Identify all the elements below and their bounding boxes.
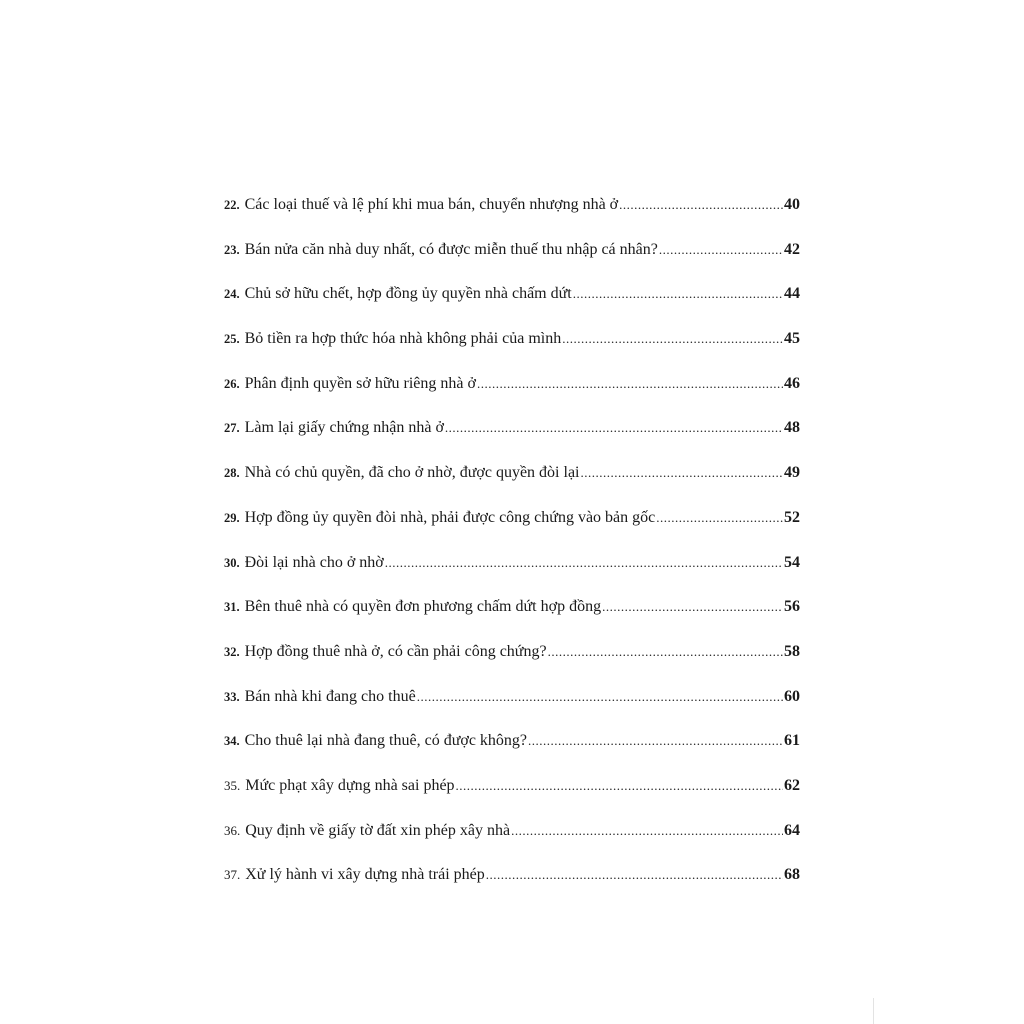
toc-entry-page: 40: [784, 196, 800, 213]
toc-entry-30: [224, 554, 800, 599]
toc-entry-35: [224, 777, 800, 822]
toc-entry-number: 34.: [224, 734, 240, 749]
toc-entry-26: [224, 375, 800, 420]
toc-entry-number: 29.: [224, 510, 240, 525]
toc-entry-number: 28.: [224, 466, 240, 481]
toc-dot-leader: [477, 376, 783, 392]
toc-entry-page: 61: [784, 732, 800, 750]
toc-entry-number: 22.: [224, 198, 240, 212]
toc-entry-title: Đòi lại nhà cho ở nhờ: [244, 553, 384, 571]
toc-dot-leader: [573, 286, 783, 302]
toc-dot-leader: [619, 197, 783, 213]
toc-entry-page: 48: [784, 419, 800, 437]
toc-dot-leader: [511, 823, 783, 839]
toc-entry-page: 56: [784, 598, 800, 616]
toc-dot-leader: [562, 331, 783, 347]
toc-entry-title: Chủ sở hữu chết, hợp đồng ủy quyền nhà chấm dứt: [244, 285, 572, 303]
toc-dot-leader: [486, 867, 783, 883]
toc-entry-page: 64: [784, 821, 800, 839]
toc-entry-title: Xử lý hành vi xây dựng nhà trái phép: [245, 866, 485, 884]
page-edge-line: [873, 998, 874, 1024]
toc-entry-page: 62: [784, 776, 800, 794]
toc-dot-leader: [385, 555, 783, 571]
toc-entry-number: 27.: [224, 421, 240, 436]
toc-entry-title: Bán nhà khi đang cho thuê: [244, 687, 416, 705]
toc-entry-page: 42: [784, 240, 800, 258]
toc-dot-leader: [528, 733, 783, 749]
toc-entry-28: [224, 464, 800, 509]
toc-entry-title: Quy định về giấy tờ đất xin phép xây nhà: [245, 821, 511, 839]
toc-dot-leader: [656, 510, 783, 526]
toc-entry-22: [224, 196, 800, 241]
toc-entry-number: 30.: [224, 555, 240, 570]
toc-entry-33: [224, 688, 800, 733]
toc-entry-title: Các loại thuế và lệ phí khi mua bán, chuyển nhượng nhà ở: [244, 196, 619, 213]
toc-entry-page: 58: [784, 642, 800, 660]
toc-entry-title: Nhà có chủ quyền, đã cho ở nhờ, được quyền đòi lại: [244, 464, 580, 482]
toc-entry-number: 23.: [224, 242, 240, 257]
toc-entry-page: 54: [784, 553, 800, 571]
toc-entry-number: 31.: [224, 600, 240, 615]
toc-entry-title: Bên thuê nhà có quyền đơn phương chấm dứt hợp đồng: [244, 598, 602, 616]
toc-entry-36: [224, 822, 800, 867]
toc-entry-title: Hợp đồng thuê nhà ở, có cần phải công chứng?: [244, 642, 547, 660]
toc-entry-31: [224, 598, 800, 643]
toc-entry-34: [224, 732, 800, 777]
toc-dot-leader: [580, 465, 783, 481]
toc-entry-27: [224, 419, 800, 464]
toc-entry-title: Phân định quyền sở hữu riêng nhà ở: [244, 374, 476, 392]
toc-entry-23: [224, 241, 800, 286]
toc-dot-leader: [548, 644, 783, 660]
toc-entry-page: 60: [784, 687, 800, 705]
toc-entry-32: [224, 643, 800, 688]
toc-entry-title: Làm lại giấy chứng nhận nhà ở: [244, 419, 444, 437]
toc-entry-number: 24.: [224, 287, 240, 302]
toc-entry-page: 49: [784, 464, 800, 482]
toc-dot-leader: [602, 599, 783, 615]
toc-entry-29: [224, 509, 800, 554]
toc-entry-number: 35.: [224, 777, 241, 793]
table-of-contents: [224, 196, 800, 911]
toc-dot-leader: [659, 242, 783, 258]
toc-entry-number: 32.: [224, 644, 240, 659]
toc-entry-number: 33.: [224, 689, 240, 704]
toc-entry-page: 44: [784, 285, 800, 303]
toc-entry-number: 26.: [224, 376, 240, 391]
toc-entry-title: Cho thuê lại nhà đang thuê, có được không?: [244, 732, 528, 750]
toc-entry-page: 52: [784, 508, 800, 526]
toc-entry-title: Bán nửa căn nhà duy nhất, có được miễn thuế thu nhập cá nhân?: [244, 240, 658, 258]
toc-entry-page: 68: [784, 866, 800, 884]
toc-entry-page: 45: [784, 330, 800, 348]
toc-entry-25: [224, 330, 800, 375]
toc-dot-leader: [417, 689, 783, 705]
toc-dot-leader: [456, 778, 783, 794]
toc-entry-title: Bỏ tiền ra hợp thức hóa nhà không phải của mình: [244, 330, 562, 348]
toc-entry-number: 37.: [224, 867, 241, 883]
toc-entry-37: [224, 866, 800, 911]
toc-dot-leader: [445, 420, 783, 436]
toc-entry-page: 46: [784, 374, 800, 392]
toc-entry-24: [224, 285, 800, 330]
toc-entry-number: 25.: [224, 332, 240, 347]
toc-entry-title: Mức phạt xây dựng nhà sai phép: [245, 776, 455, 794]
toc-entry-number: 36.: [224, 822, 241, 838]
toc-entry-title: Hợp đồng ủy quyền đòi nhà, phải được công chứng vào bản gốc: [244, 508, 656, 526]
